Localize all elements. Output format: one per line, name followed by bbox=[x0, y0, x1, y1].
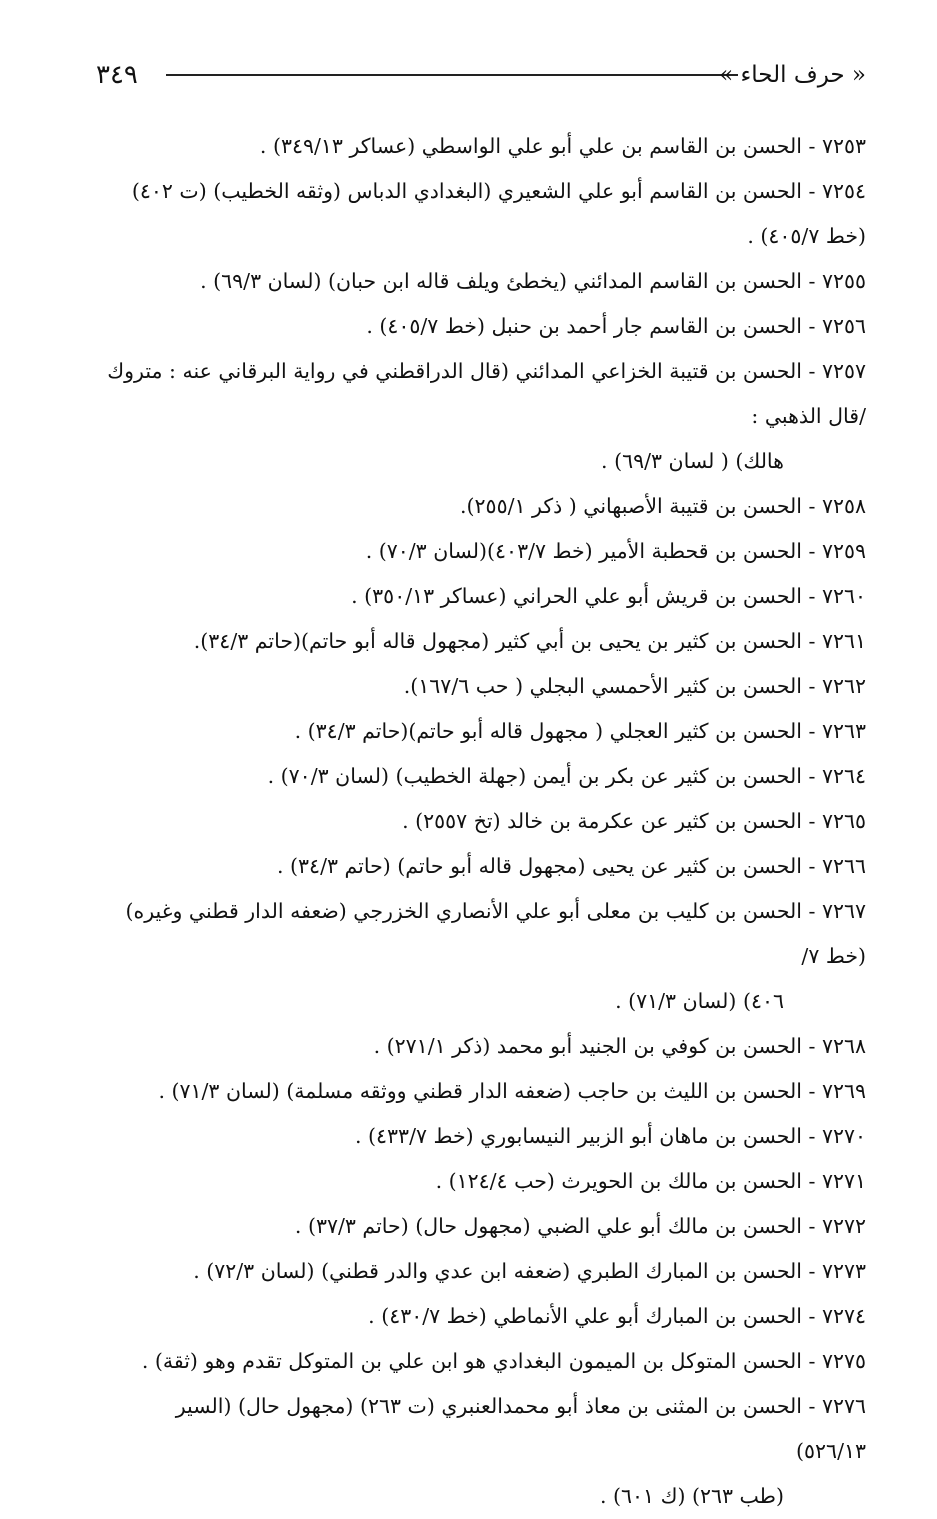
entry-7260 bbox=[104, 574, 866, 619]
entry-7267 bbox=[104, 889, 866, 1024]
entry-7273 bbox=[104, 1249, 866, 1294]
entry-7271 bbox=[104, 1159, 866, 1204]
entry-7266 bbox=[104, 844, 866, 889]
entry-7263 bbox=[104, 709, 866, 754]
entry-text: ٧٢٧١ - الحسن بن مالك بن الحويرث (حب ١٢٤/٤) . bbox=[435, 1169, 866, 1193]
entry-text: ٧٢٥٥ - الحسن بن القاسم المدائني (يخطئ ويلف قاله ابن حبان) (لسان ٦٩/٣) . bbox=[200, 269, 866, 293]
entry-7255 bbox=[104, 259, 866, 304]
entry-text: ٧٢٦٩ - الحسن بن الليث بن حاجب (ضعفه الدار قطني ووثقه مسلمة) (لسان ٧١/٣) . bbox=[158, 1079, 866, 1103]
entry-text: ٧٢٥٨ - الحسن بن قتيبة الأصبهاني ( ذكر ٢٥٥/١). bbox=[460, 494, 866, 518]
entry-7258 bbox=[104, 484, 866, 529]
page-number: ٣٤٩ bbox=[96, 60, 138, 90]
entry-7270 bbox=[104, 1114, 866, 1159]
entry-7257 bbox=[104, 349, 866, 484]
entry-continuation: (طب ٢٦٣) (ك ٦٠١) . bbox=[599, 1484, 784, 1508]
running-title: « حرف الحاء » bbox=[719, 62, 866, 88]
entry-7265 bbox=[104, 799, 866, 844]
entry-7269 bbox=[104, 1069, 866, 1114]
page-header bbox=[96, 56, 866, 96]
entry-7274 bbox=[104, 1294, 866, 1339]
entry-text: ٧٢٥٧ - الحسن بن قتيبة الخزاعي المدائني (قال الدراقطني في رواية البرقاني عنه : متروك /قال الذهبي : bbox=[107, 359, 866, 428]
entry-7275 bbox=[104, 1339, 866, 1384]
entry-text: ٧٢٦٣ - الحسن بن كثير العجلي ( مجهول قاله أبو حاتم)(حاتم ٣٤/٣) . bbox=[294, 719, 866, 743]
entry-text: ٧٢٦١ - الحسن بن كثير بن يحيى بن أبي كثير (مجهول قاله أبو حاتم)(حاتم ٣٤/٣). bbox=[193, 629, 866, 653]
entry-7253 bbox=[104, 124, 866, 169]
entry-7256 bbox=[104, 304, 866, 349]
entry-text: ٧٢٦٧ - الحسن بن كليب بن معلى أبو علي الأنصاري الخزرجي (ضعفه الدار قطني وغيره) (خط ٧/ bbox=[125, 899, 866, 968]
entry-7276 bbox=[104, 1384, 866, 1519]
entry-list bbox=[104, 124, 866, 1519]
entry-text: ٧٢٧٣ - الحسن بن المبارك الطبري (ضعفه ابن عدي والدر قطني) (لسان ٧٢/٣) . bbox=[193, 1259, 866, 1283]
entry-continuation: ٤٠٦) (لسان ٧١/٣) . bbox=[615, 989, 784, 1013]
entry-text: ٧٢٦٢ - الحسن بن كثير الأحمسي البجلي ( حب ١٦٧/٦). bbox=[403, 674, 866, 698]
entry-text: ٧٢٥٩ - الحسن بن قحطبة الأمير (خط ٤٠٣/٧)(لسان ٧٠/٣) . bbox=[365, 539, 866, 563]
entry-text: ٧٢٦٤ - الحسن بن كثير عن بكر بن أيمن (جهلة الخطيب) (لسان ٧٠/٣) . bbox=[267, 764, 866, 788]
entry-continuation: هالك) ( لسان ٦٩/٣) . bbox=[601, 449, 784, 473]
entry-text: ٧٢٧٥ - الحسن المتوكل بن الميمون البغدادي هو ابن علي بن المتوكل تقدم وهو (ثقة) . bbox=[141, 1349, 866, 1373]
entry-7254 bbox=[104, 169, 866, 259]
entry-text: ٧٢٧٢ - الحسن بن مالك أبو علي الضبي (مجهول حال) (حاتم ٣٧/٣) . bbox=[294, 1214, 866, 1238]
entry-text: ٧٢٥٤ - الحسن بن القاسم أبو علي الشعيري (البغدادي الدباس (وثقه الخطيب) (ت ٤٠٢) (خط ٤٠٥/٧) . bbox=[131, 179, 866, 248]
entry-7264 bbox=[104, 754, 866, 799]
header-rule bbox=[166, 74, 738, 76]
entry-text: ٧٢٧٤ - الحسن بن المبارك أبو علي الأنماطي (خط ٤٣٠/٧) . bbox=[368, 1304, 866, 1328]
entry-text: ٧٢٧٠ - الحسن بن ماهان أبو الزبير النيسابوري (خط ٤٣٣/٧) . bbox=[355, 1124, 866, 1148]
entry-text: ٧٢٥٦ - الحسن بن القاسم جار أحمد بن حنبل (خط ٤٠٥/٧) . bbox=[366, 314, 866, 338]
entry-text: ٧٢٦٦ - الحسن بن كثير عن يحيى (مجهول قاله أبو حاتم) (حاتم ٣٤/٣) . bbox=[277, 854, 866, 878]
entry-7262 bbox=[104, 664, 866, 709]
entry-text: ٧٢٦٥ - الحسن بن كثير عن عكرمة بن خالد (تخ ٢٥٥٧) . bbox=[402, 809, 866, 833]
entry-text: ٧٢٦٠ - الحسن بن قريش أبو علي الحراني (عساكر ٣٥٠/١٣) . bbox=[351, 584, 866, 608]
entry-7268 bbox=[104, 1024, 866, 1069]
entry-text: ٧٢٧٦ - الحسن بن المثنى بن معاذ أبو محمدالعنبري (ت ٢٦٣) (مجهول حال) (السير ٥٢٦/١٣) bbox=[175, 1394, 866, 1463]
entry-7261 bbox=[104, 619, 866, 664]
entry-7272 bbox=[104, 1204, 866, 1249]
entry-7259 bbox=[104, 529, 866, 574]
entry-text: ٧٢٥٣ - الحسن بن القاسم بن علي أبو علي الواسطي (عساكر ٣٤٩/١٣) . bbox=[259, 134, 866, 158]
entry-text: ٧٢٦٨ - الحسن بن كوفي بن الجنيد أبو محمد (ذكر ٢٧١/١) . bbox=[373, 1034, 866, 1058]
